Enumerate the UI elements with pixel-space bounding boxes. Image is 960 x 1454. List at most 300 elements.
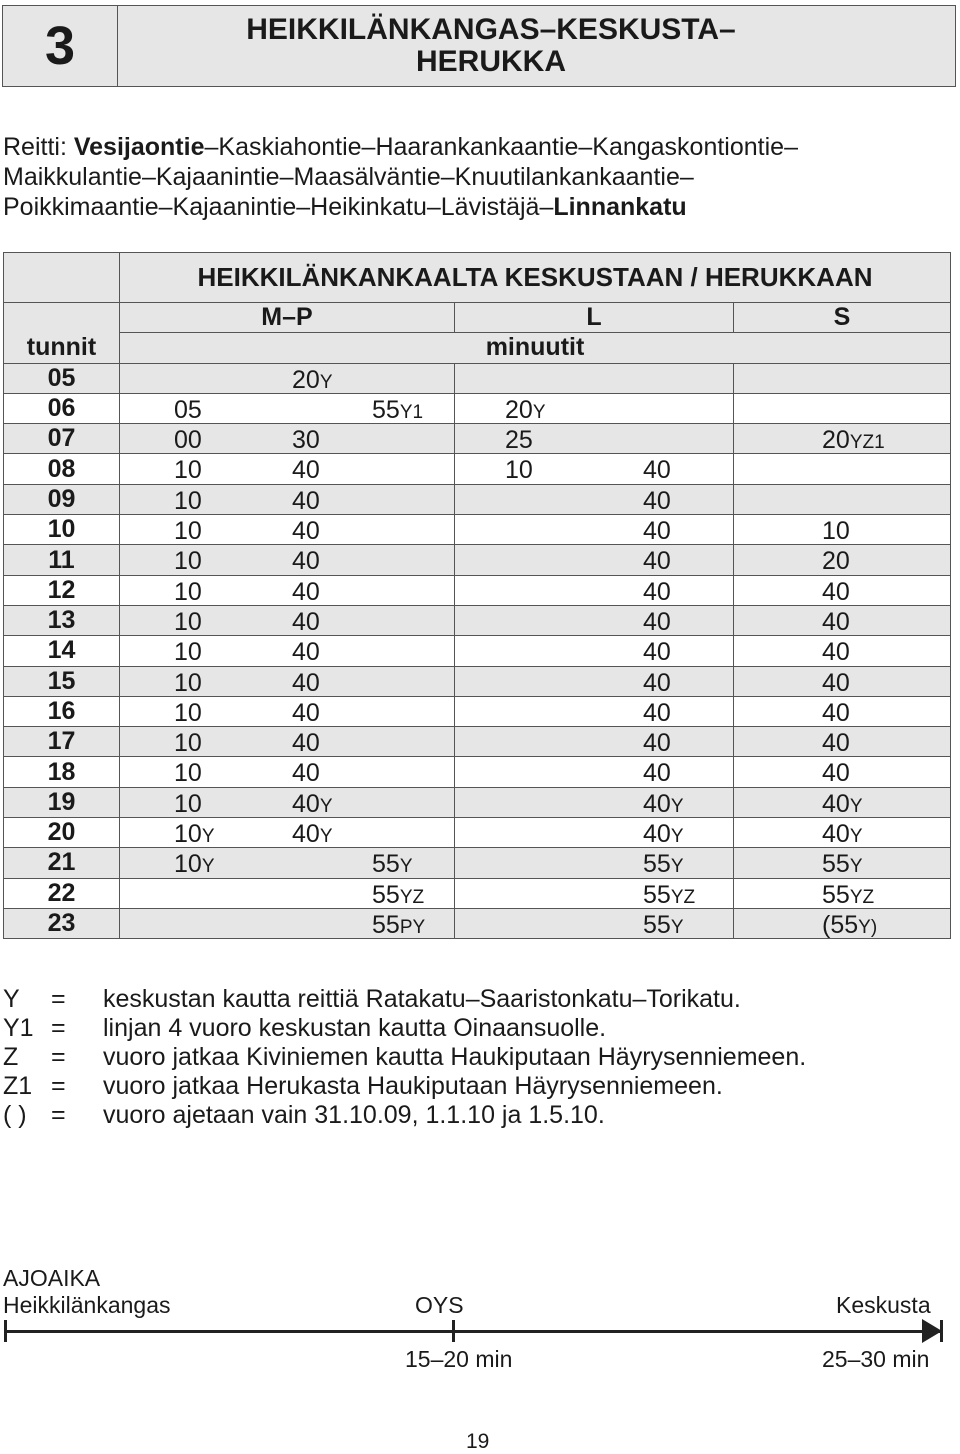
- departure-minute: [174, 669, 202, 698]
- departure-minute: [292, 426, 320, 455]
- axis-tick-start: [4, 1320, 7, 1342]
- mp-cell: [120, 878, 455, 908]
- minute-suffix: Y: [849, 826, 863, 848]
- minute-value: 10: [174, 759, 202, 788]
- legend-note: [3, 1043, 806, 1072]
- route-line1: –Kaskiahontie–Haarankankaantie–Kangaskontiontie–: [204, 133, 798, 161]
- timetable-row: [4, 757, 951, 787]
- departure-minute: [643, 759, 671, 788]
- mp-cell: [120, 666, 455, 696]
- minute-value: 40: [643, 759, 671, 788]
- l-cell: [455, 636, 734, 666]
- departure-minute: [174, 517, 202, 546]
- l-cell: [455, 878, 734, 908]
- mp-cell: [120, 575, 455, 605]
- legend-notes: [3, 985, 806, 1130]
- l-cell: [455, 727, 734, 757]
- departure-minute: [372, 850, 413, 879]
- mp-cell: [120, 605, 455, 635]
- minute-value: 55: [643, 880, 671, 909]
- departure-minute: [174, 699, 202, 728]
- departure-minute: [505, 456, 533, 485]
- s-cell: [734, 757, 951, 787]
- minute-value: 05: [174, 395, 202, 424]
- minute-value: 55: [643, 910, 671, 939]
- s-cell: [734, 575, 951, 605]
- departure-minute: [643, 911, 684, 940]
- minute-value: (55: [822, 910, 859, 939]
- timetable-row: [4, 818, 951, 848]
- l-cell: [455, 787, 734, 817]
- route-description: [3, 132, 798, 222]
- departure-minute: [643, 547, 671, 576]
- minute-suffix: Y: [319, 795, 333, 817]
- mp-cell: [120, 636, 455, 666]
- minute-suffix: Y: [399, 856, 413, 878]
- departure-minute: [174, 456, 202, 485]
- minute-value: 40: [822, 820, 850, 849]
- s-cell: [734, 727, 951, 757]
- minute-value: 10: [174, 820, 202, 849]
- minute-value: 20: [505, 395, 533, 424]
- departure-minute: [174, 578, 202, 607]
- departure-minute: [822, 790, 863, 819]
- minute-value: 10: [505, 456, 533, 485]
- minute-value: 10: [822, 517, 850, 546]
- note-text: vuoro jatkaa Kiviniemen kautta Haukiputaan Häyrysenniemeen.: [103, 1043, 807, 1071]
- hour-cell: 09: [4, 484, 120, 514]
- hour-cell: 22: [4, 878, 120, 908]
- timetable-row: [4, 545, 951, 575]
- minute-value: 40: [643, 547, 671, 576]
- mp-cell: [120, 363, 455, 393]
- minute-value: 10: [174, 850, 202, 879]
- minute-value: 10: [174, 729, 202, 758]
- note-text: vuoro jatkaa Herukasta Haukiputaan Häyrysenniemeen.: [103, 1072, 723, 1100]
- l-cell: [455, 605, 734, 635]
- timetable-row: [4, 424, 951, 454]
- minute-suffix: Y: [849, 795, 863, 817]
- hour-cell: 10: [4, 515, 120, 545]
- note-key: Z1: [3, 1072, 33, 1100]
- hour-cell: 20: [4, 818, 120, 848]
- minute-value: 40: [292, 668, 320, 697]
- departure-minute: [174, 487, 202, 516]
- minute-value: 10: [174, 789, 202, 818]
- departure-minute: [822, 759, 850, 788]
- mp-cell: [120, 757, 455, 787]
- hour-cell: 13: [4, 605, 120, 635]
- minute-value: 40: [643, 607, 671, 636]
- l-cell: [455, 393, 734, 423]
- minute-value: 20: [822, 547, 850, 576]
- departure-minute: [643, 881, 695, 910]
- note-equals: =: [51, 1101, 66, 1129]
- departure-minute: [292, 578, 320, 607]
- departure-minute: [292, 790, 333, 819]
- axis-arrow-icon: [922, 1319, 942, 1343]
- note-text: vuoro ajetaan vain 31.10.09, 1.1.10 ja 1.5.10.: [103, 1101, 605, 1129]
- departure-minute: [292, 759, 320, 788]
- s-cell: [734, 393, 951, 423]
- minute-value: 25: [505, 426, 533, 455]
- l-cell: [455, 666, 734, 696]
- departure-minute: [292, 487, 320, 516]
- departure-minute: [372, 881, 424, 910]
- minute-suffix: Y: [670, 826, 684, 848]
- s-cell: [734, 484, 951, 514]
- route-start: Vesijaontie: [73, 133, 205, 161]
- hour-cell: 16: [4, 696, 120, 726]
- note-key: ( ): [3, 1101, 27, 1129]
- mp-cell: [120, 393, 455, 423]
- column-l: L: [455, 303, 734, 333]
- mp-cell: [120, 424, 455, 454]
- route-end: Linnankatu: [553, 193, 687, 221]
- minute-value: 40: [292, 698, 320, 727]
- departure-minute: [292, 638, 320, 667]
- minute-value: 10: [174, 577, 202, 606]
- s-cell: [734, 878, 951, 908]
- mp-cell: [120, 908, 455, 938]
- minute-value: 55: [372, 880, 400, 909]
- l-cell: [455, 545, 734, 575]
- s-cell: [734, 454, 951, 484]
- minute-value: 40: [292, 820, 320, 849]
- minute-value: 40: [292, 789, 320, 818]
- s-cell: [734, 636, 951, 666]
- timetable: [3, 252, 951, 939]
- timetable-row: [4, 484, 951, 514]
- departure-minute: [643, 456, 671, 485]
- departure-minute: [643, 638, 671, 667]
- minute-suffix: Y: [670, 916, 684, 938]
- hour-cell: 21: [4, 848, 120, 878]
- hour-cell: 15: [4, 666, 120, 696]
- minute-suffix: Y: [849, 856, 863, 878]
- l-cell: [455, 908, 734, 938]
- minute-suffix: Y: [670, 856, 684, 878]
- minute-value: 10: [174, 668, 202, 697]
- time-mid: 15–20 min: [405, 1346, 513, 1372]
- minute-value: 40: [643, 668, 671, 697]
- axis-tick-mid: [452, 1320, 455, 1342]
- stop-start: Heikkilänkangas: [3, 1292, 171, 1318]
- l-cell: [455, 515, 734, 545]
- mp-cell: [120, 454, 455, 484]
- s-cell: [734, 787, 951, 817]
- time-end: 25–30 min: [822, 1346, 930, 1372]
- minute-value: 40: [643, 577, 671, 606]
- legend-note: [3, 1072, 806, 1101]
- timetable-row: [4, 515, 951, 545]
- s-cell: [734, 545, 951, 575]
- timetable-row: [4, 878, 951, 908]
- departure-minute: [292, 669, 320, 698]
- departure-minute: [643, 729, 671, 758]
- minute-value: 40: [643, 729, 671, 758]
- mp-cell: [120, 818, 455, 848]
- minute-value: 10: [174, 456, 202, 485]
- minute-value: 40: [292, 486, 320, 515]
- departure-minute: [822, 699, 850, 728]
- departure-minute: [643, 790, 684, 819]
- minute-suffix: YZ1: [849, 432, 885, 454]
- page-number: 19: [466, 1430, 490, 1453]
- departure-minute: [174, 820, 215, 849]
- minute-value: 40: [292, 729, 320, 758]
- note-key: Y1: [3, 1014, 34, 1042]
- l-cell: [455, 848, 734, 878]
- minute-value: 40: [822, 789, 850, 818]
- l-cell: [455, 363, 734, 393]
- minute-value: 55: [372, 910, 400, 939]
- departure-minute: [505, 426, 533, 455]
- route-title-line1: HEIKKILÄNKANGAS–KESKUSTA–: [246, 13, 736, 46]
- minute-value: 55: [822, 850, 850, 879]
- departure-minute: [174, 790, 202, 819]
- mp-cell: [120, 484, 455, 514]
- hour-cell: 18: [4, 757, 120, 787]
- minute-value: 55: [372, 850, 400, 879]
- departure-minute: [174, 638, 202, 667]
- departure-minute: [643, 517, 671, 546]
- minute-value: 40: [292, 517, 320, 546]
- minute-suffix: YZ: [670, 886, 696, 908]
- departure-minute: [822, 547, 850, 576]
- s-cell: [734, 908, 951, 938]
- s-cell: [734, 818, 951, 848]
- minute-value: 40: [822, 668, 850, 697]
- departure-minute: [643, 487, 671, 516]
- mp-cell: [120, 848, 455, 878]
- mp-cell: [120, 727, 455, 757]
- route-title: [117, 6, 955, 86]
- s-cell: [734, 363, 951, 393]
- minute-suffix: YZ: [399, 886, 425, 908]
- minute-value: 55: [643, 850, 671, 879]
- s-cell: [734, 848, 951, 878]
- note-text: linjan 4 vuoro keskustan kautta Oinaansuolle.: [103, 1014, 607, 1042]
- minute-value: 55: [822, 880, 850, 909]
- route-prefix: Reitti:: [3, 133, 74, 161]
- l-cell: [455, 575, 734, 605]
- corner-cell-2: [4, 303, 120, 333]
- timetable-title: HEIKKILÄNKANKAALTA KESKUSTAAN / HERUKKAAN: [120, 253, 951, 303]
- timetable-row: [4, 393, 951, 423]
- hour-cell: 12: [4, 575, 120, 605]
- note-equals: =: [51, 1043, 66, 1071]
- mp-cell: [120, 545, 455, 575]
- minute-value: 10: [174, 517, 202, 546]
- minute-value: 40: [643, 517, 671, 546]
- minute-value: 30: [292, 426, 320, 455]
- departure-minute: [292, 729, 320, 758]
- departure-minute: [174, 426, 202, 455]
- minute-suffix: Y: [532, 401, 546, 423]
- timetable-row: [4, 636, 951, 666]
- s-cell: [734, 666, 951, 696]
- mp-cell: [120, 515, 455, 545]
- travel-axis: [5, 1330, 943, 1333]
- minute-value: 40: [292, 759, 320, 788]
- timetable-row: [4, 575, 951, 605]
- departure-minute: [174, 729, 202, 758]
- l-cell: [455, 818, 734, 848]
- departure-minute: [643, 699, 671, 728]
- note-equals: =: [51, 1072, 66, 1100]
- hour-cell: 17: [4, 727, 120, 757]
- note-text: keskustan kautta reittiä Ratakatu–Saaristonkatu–Torikatu.: [103, 985, 741, 1013]
- legend-note: [3, 985, 806, 1014]
- departure-minute: [372, 911, 425, 940]
- route-line3: Poikkimaantie–Kajaanintie–Heikinkatu–Lävistäjä–: [3, 193, 554, 221]
- hour-cell: 14: [4, 636, 120, 666]
- column-mp: M–P: [120, 303, 455, 333]
- stop-end: Keskusta: [836, 1292, 931, 1318]
- departure-minute: [822, 669, 850, 698]
- s-cell: [734, 515, 951, 545]
- note-equals: =: [51, 985, 66, 1013]
- minute-value: 20: [822, 426, 850, 455]
- route-line2: Maikkulantie–Kajaanintie–Maasälväntie–Knuutilankankaantie–: [3, 163, 694, 191]
- departure-minute: [643, 820, 684, 849]
- hours-label: tunnit: [4, 333, 120, 363]
- corner-cell: [4, 253, 120, 303]
- route-header: [2, 5, 956, 87]
- minute-value: 40: [822, 698, 850, 727]
- hour-cell: 23: [4, 908, 120, 938]
- s-cell: [734, 424, 951, 454]
- departure-minute: [505, 396, 546, 425]
- departure-minute: [292, 699, 320, 728]
- l-cell: [455, 454, 734, 484]
- hour-cell: 06: [4, 393, 120, 423]
- departure-minute: [372, 396, 423, 425]
- minute-value: 55: [372, 395, 400, 424]
- departure-minute: [174, 396, 202, 425]
- minute-value: 40: [292, 638, 320, 667]
- route-title-line2: HERUKKA: [416, 45, 566, 78]
- departure-minute: [822, 729, 850, 758]
- departure-minute: [292, 366, 333, 395]
- minute-value: 40: [643, 486, 671, 515]
- timetable-row: [4, 727, 951, 757]
- departure-minute: [174, 850, 215, 879]
- minute-value: 40: [292, 607, 320, 636]
- mp-cell: [120, 787, 455, 817]
- minute-suffix: Y: [670, 795, 684, 817]
- departure-minute: [822, 911, 877, 940]
- l-cell: [455, 424, 734, 454]
- minute-value: 00: [174, 426, 202, 455]
- minute-value: 10: [174, 607, 202, 636]
- departure-minute: [174, 608, 202, 637]
- minute-suffix: YZ: [849, 886, 875, 908]
- minute-value: 10: [174, 486, 202, 515]
- departure-minute: [643, 669, 671, 698]
- minute-suffix: Y): [858, 916, 878, 938]
- minute-suffix: Y: [319, 371, 333, 393]
- minute-value: 10: [174, 547, 202, 576]
- departure-minute: [292, 608, 320, 637]
- s-cell: [734, 605, 951, 635]
- timetable-row: [4, 848, 951, 878]
- hour-cell: 05: [4, 363, 120, 393]
- minute-value: 40: [292, 547, 320, 576]
- minute-value: 40: [643, 456, 671, 485]
- note-equals: =: [51, 1014, 66, 1042]
- minute-value: 40: [643, 698, 671, 727]
- l-cell: [455, 696, 734, 726]
- departure-minute: [174, 547, 202, 576]
- departure-minute: [822, 517, 850, 546]
- timetable-row: [4, 696, 951, 726]
- minute-value: 10: [174, 698, 202, 727]
- timetable-row: [4, 787, 951, 817]
- departure-minute: [822, 638, 850, 667]
- hour-cell: 08: [4, 454, 120, 484]
- minutes-label: minuutit: [120, 333, 951, 363]
- minute-value: 40: [822, 638, 850, 667]
- departure-minute: [822, 578, 850, 607]
- legend-note: [3, 1101, 806, 1130]
- minute-suffix: Y: [201, 826, 215, 848]
- minute-suffix: Y1: [399, 401, 424, 423]
- note-key: Z: [3, 1043, 19, 1071]
- mp-cell: [120, 696, 455, 726]
- minute-suffix: Y: [319, 826, 333, 848]
- departure-minute: [643, 850, 684, 879]
- column-s: S: [734, 303, 951, 333]
- hour-cell: 19: [4, 787, 120, 817]
- stop-mid: OYS: [415, 1292, 464, 1318]
- minute-value: 40: [292, 577, 320, 606]
- minute-suffix: PY: [399, 916, 426, 938]
- departure-minute: [822, 608, 850, 637]
- minute-value: 40: [292, 456, 320, 485]
- minute-value: 40: [822, 577, 850, 606]
- legend-note: [3, 1014, 806, 1043]
- hour-cell: 07: [4, 424, 120, 454]
- departure-minute: [292, 517, 320, 546]
- timetable-row: [4, 454, 951, 484]
- departure-minute: [822, 426, 885, 455]
- minute-value: 40: [822, 759, 850, 788]
- minute-value: 40: [643, 638, 671, 667]
- travel-time-title: AJOAIKA: [3, 1265, 101, 1291]
- departure-minute: [643, 578, 671, 607]
- s-cell: [734, 696, 951, 726]
- note-key: Y: [3, 985, 20, 1013]
- minute-value: 40: [822, 607, 850, 636]
- departure-minute: [822, 881, 874, 910]
- departure-minute: [292, 456, 320, 485]
- minute-suffix: Y: [201, 856, 215, 878]
- timetable-row: [4, 908, 951, 938]
- minute-value: 10: [174, 638, 202, 667]
- minute-value: 40: [822, 729, 850, 758]
- minute-value: 40: [643, 820, 671, 849]
- departure-minute: [822, 820, 863, 849]
- l-cell: [455, 484, 734, 514]
- hour-cell: 11: [4, 545, 120, 575]
- departure-minute: [643, 608, 671, 637]
- departure-minute: [822, 850, 863, 879]
- timetable-row: [4, 605, 951, 635]
- departure-minute: [174, 759, 202, 788]
- timetable-row: [4, 363, 951, 393]
